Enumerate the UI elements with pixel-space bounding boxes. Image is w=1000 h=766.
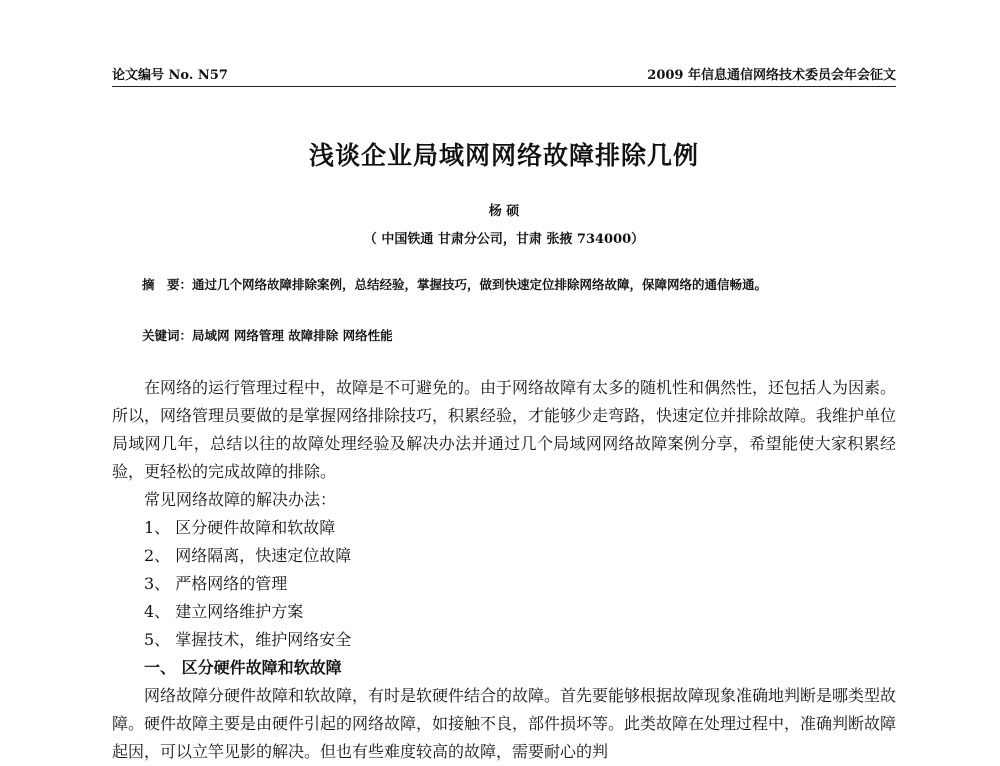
intro-paragraph: 在网络的运行管理过程中，故障是不可避免的。由于网络故障有太多的随机性和偶然性，还包括人为因素。所以，网络管理员要做的是掌握网络排除技巧，积累经验，才能够少走弯路，快速定位并排除故障。我维护单位局域网几年，总结以往的故障处理经验及解决办法并通过几个局域网网络故障案例分享，希望能使大家积累经验，更轻松的完成故障的排除。	[112, 378, 897, 481]
method-item: 1、 区分硬件故障和软故障	[144, 518, 336, 537]
abstract-label: 摘 要：	[142, 277, 193, 292]
page-header	[112, 60, 896, 87]
paper-title: 浅谈企业局域网网络故障排除几例	[308, 141, 699, 170]
methods-heading: 常见网络故障的解决办法：	[144, 490, 337, 509]
section-paragraph: 网络故障分硬件故障和软故障，有时是软硬件结合的故障。首先要能够根据故障现象准确地判断是哪类型故障。硬件故障主要是由硬件引起的网络故障，如接触不良，部件损坏等。此类故障在处理过程中，准确判断故障起因，可以立竿见影的解决。但也有些难度较高的故障，需要耐心的判	[112, 686, 897, 761]
conference-name: 2009 年信息通信网络技术委员会年会征文	[647, 68, 896, 83]
keywords	[142, 326, 896, 344]
keywords-label: 关键词：	[142, 328, 193, 343]
method-item: 3、 严格网络的管理	[144, 574, 288, 593]
body-text	[112, 374, 896, 766]
abstract-text: 通过几个网络故障排除案例，总结经验，掌握技巧，做到快速定位排除网络故障，保障网络的通信畅通。	[192, 277, 768, 292]
section-heading: 一、 区分硬件故障和软故障	[144, 658, 342, 677]
method-item: 2、 网络隔离，快速定位故障	[144, 546, 352, 565]
affiliation: （ 中国铁通 甘肃分公司，甘肃 张掖 734000）	[363, 232, 645, 247]
method-item: 5、 掌握技术，维护网络安全	[144, 630, 352, 649]
keywords-text: 局域网 网络管理 故障排除 网络性能	[192, 328, 393, 343]
author: 杨 硕	[488, 204, 520, 219]
paper-number: 论文编号 No. N57	[112, 68, 228, 83]
method-item: 4、 建立网络维护方案	[144, 602, 304, 621]
abstract	[112, 274, 896, 296]
